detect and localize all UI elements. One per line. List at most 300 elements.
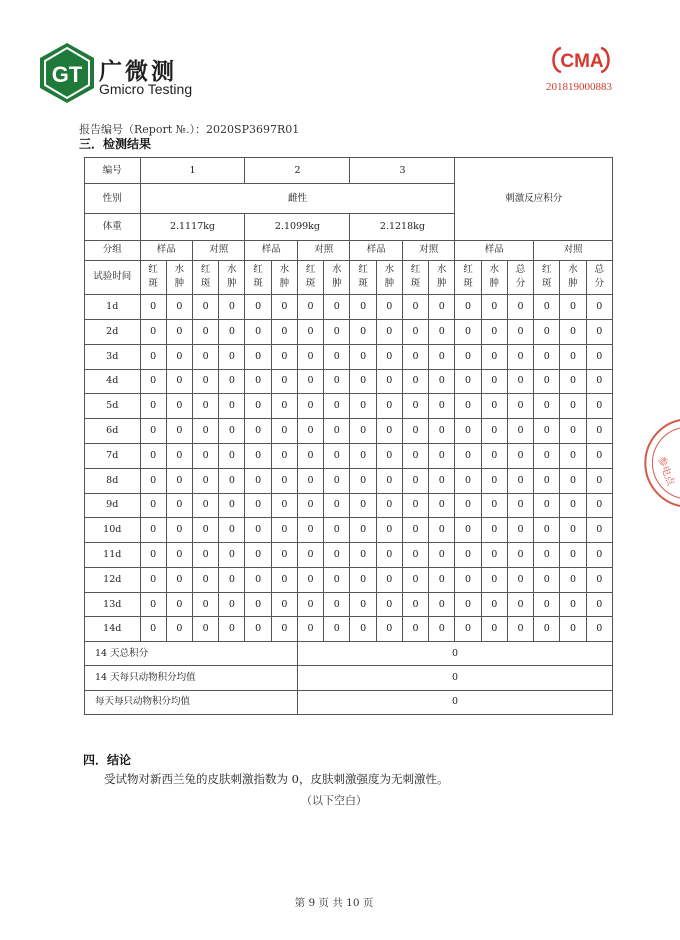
sub-header-char: 斑 — [148, 278, 158, 290]
score-cell: 0 — [481, 295, 507, 320]
score-cell: 0 — [402, 468, 428, 493]
score-cell: 0 — [507, 419, 533, 444]
sub-header-char: 水 — [174, 264, 185, 276]
score-cell: 0 — [245, 394, 271, 419]
group-control-score: 对照 — [534, 240, 613, 260]
score-cell: 0 — [245, 617, 271, 642]
score-cell: 0 — [455, 443, 481, 468]
score-cell: 0 — [534, 443, 560, 468]
score-cell: 0 — [350, 443, 376, 468]
score-cell: 0 — [140, 319, 166, 344]
animal-id-2: 2 — [245, 158, 350, 184]
score-cell: 0 — [245, 295, 271, 320]
table-row — [85, 493, 613, 518]
table-row — [85, 394, 613, 419]
score-cell: 0 — [376, 295, 402, 320]
score-cell: 0 — [271, 369, 297, 394]
sub-header-cell — [429, 260, 455, 294]
score-cell: 0 — [586, 369, 612, 394]
score-cell: 0 — [166, 518, 192, 543]
score-cell: 0 — [376, 369, 402, 394]
score-cell: 0 — [455, 468, 481, 493]
score-cell: 0 — [586, 567, 612, 592]
score-cell: 0 — [271, 617, 297, 642]
sub-header-char: 水 — [568, 264, 578, 276]
sub-header-char: 斑 — [305, 278, 316, 290]
score-cell: 0 — [271, 319, 297, 344]
score-cell: 0 — [560, 543, 586, 568]
score-cell: 0 — [560, 369, 586, 394]
score-cell: 0 — [192, 419, 218, 444]
score-cell: 0 — [166, 419, 192, 444]
score-cell: 0 — [324, 295, 350, 320]
day-label: 3d — [85, 344, 141, 369]
table-row — [85, 592, 613, 617]
sub-header-char: 斑 — [463, 278, 473, 290]
score-cell: 0 — [481, 567, 507, 592]
score-cell: 0 — [376, 394, 402, 419]
score-cell: 0 — [534, 543, 560, 568]
sub-header-cell — [140, 260, 166, 294]
sub-header-char: 肿 — [332, 278, 342, 290]
row-label-sex: 性别 — [85, 184, 141, 214]
score-cell: 0 — [376, 567, 402, 592]
score-cell: 0 — [219, 295, 245, 320]
score-cell: 0 — [455, 518, 481, 543]
score-cell: 0 — [560, 443, 586, 468]
score-cell: 0 — [507, 344, 533, 369]
score-cell: 0 — [271, 394, 297, 419]
day-label: 2d — [85, 319, 141, 344]
table-row — [85, 543, 613, 568]
score-cell: 0 — [429, 344, 455, 369]
sub-header-char: 肿 — [174, 278, 185, 290]
score-cell: 0 — [297, 518, 323, 543]
score-cell: 0 — [560, 493, 586, 518]
score-cell: 0 — [166, 319, 192, 344]
score-cell: 0 — [586, 592, 612, 617]
score-cell: 0 — [166, 443, 192, 468]
score-cell: 0 — [219, 344, 245, 369]
score-cell: 0 — [140, 493, 166, 518]
score-cell: 0 — [271, 419, 297, 444]
score-cell: 0 — [245, 468, 271, 493]
sub-header-cell — [297, 260, 323, 294]
score-cell: 0 — [481, 617, 507, 642]
score-cell: 0 — [350, 369, 376, 394]
table-row — [85, 295, 613, 320]
score-cell: 0 — [219, 443, 245, 468]
score-cell: 0 — [402, 344, 428, 369]
score-cell: 0 — [324, 543, 350, 568]
score-cell: 0 — [376, 419, 402, 444]
score-cell: 0 — [429, 468, 455, 493]
summary-label: 14 天总积分 — [85, 642, 298, 666]
table-row — [85, 344, 613, 369]
score-cell: 0 — [297, 394, 323, 419]
score-cell: 0 — [481, 369, 507, 394]
score-cell: 0 — [192, 543, 218, 568]
score-cell: 0 — [455, 394, 481, 419]
score-cell: 0 — [297, 567, 323, 592]
score-cell: 0 — [192, 518, 218, 543]
blank-note: （以下空白） — [301, 794, 367, 807]
score-cell: 0 — [350, 493, 376, 518]
section-title-conclusion: 四．结论 — [83, 753, 132, 767]
score-cell: 0 — [192, 493, 218, 518]
score-cell: 0 — [507, 443, 533, 468]
score-cell: 0 — [534, 567, 560, 592]
score-cell: 0 — [245, 344, 271, 369]
score-cell: 0 — [455, 369, 481, 394]
summary-label: 每天每只动物积分均值 — [85, 690, 298, 714]
score-cell: 0 — [324, 394, 350, 419]
score-cell: 0 — [219, 567, 245, 592]
score-cell: 0 — [192, 344, 218, 369]
score-cell: 0 — [560, 394, 586, 419]
sub-header-char: 总 — [594, 264, 605, 276]
sub-header-char: 水 — [332, 264, 342, 276]
day-label: 8d — [85, 468, 141, 493]
section-title-results: 三．检测结果 — [79, 137, 152, 151]
score-cell: 0 — [166, 394, 192, 419]
score-cell: 0 — [166, 567, 192, 592]
group-control-2: 对照 — [297, 240, 350, 260]
score-cell: 0 — [481, 443, 507, 468]
sub-header-char: 红 — [542, 264, 552, 276]
score-cell: 0 — [350, 295, 376, 320]
table-row — [85, 419, 613, 444]
sub-header-cell — [534, 260, 560, 294]
score-cell: 0 — [507, 369, 533, 394]
score-cell: 0 — [481, 344, 507, 369]
score-cell: 0 — [507, 567, 533, 592]
group-sample-3: 样品 — [350, 240, 402, 260]
score-cell: 0 — [429, 592, 455, 617]
score-cell: 0 — [166, 468, 192, 493]
summary-row — [85, 666, 613, 690]
summary-row — [85, 642, 613, 666]
sub-header-cell — [455, 260, 481, 294]
sex-value: 雌性 — [140, 184, 455, 214]
score-cell: 0 — [534, 394, 560, 419]
score-cell: 0 — [455, 617, 481, 642]
sub-header-cell — [376, 260, 402, 294]
score-cell: 0 — [245, 419, 271, 444]
score-cell: 0 — [297, 543, 323, 568]
score-cell: 0 — [429, 518, 455, 543]
sub-header-char: 红 — [358, 264, 368, 276]
score-cell: 0 — [455, 419, 481, 444]
group-sample-2: 样品 — [245, 240, 297, 260]
score-cell: 0 — [455, 592, 481, 617]
score-cell: 0 — [560, 344, 586, 369]
score-cell: 0 — [560, 592, 586, 617]
score-cell: 0 — [350, 319, 376, 344]
seal-stamp — [640, 418, 680, 508]
score-cell: 0 — [455, 567, 481, 592]
score-cell: 0 — [324, 369, 350, 394]
sub-header-char: 肿 — [384, 278, 395, 290]
score-cell: 0 — [166, 369, 192, 394]
score-cell: 0 — [586, 419, 612, 444]
sub-header-cell — [350, 260, 376, 294]
sub-header-char: 斑 — [200, 278, 211, 290]
table-row — [85, 319, 613, 344]
sub-header-char: 肿 — [279, 278, 290, 290]
report-number-value: 2020SP3697R01 — [206, 123, 300, 136]
sub-header-char: 水 — [227, 264, 237, 276]
score-cell: 0 — [534, 319, 560, 344]
score-cell: 0 — [507, 394, 533, 419]
score-cell: 0 — [560, 468, 586, 493]
score-cell: 0 — [271, 567, 297, 592]
score-cell: 0 — [534, 518, 560, 543]
score-cell: 0 — [140, 443, 166, 468]
score-cell: 0 — [166, 295, 192, 320]
score-cell: 0 — [376, 617, 402, 642]
score-cell: 0 — [455, 543, 481, 568]
score-cell: 0 — [534, 369, 560, 394]
sub-header-char: 红 — [463, 264, 473, 276]
score-cell: 0 — [429, 369, 455, 394]
score-cell: 0 — [350, 543, 376, 568]
score-cell: 0 — [140, 344, 166, 369]
score-cell: 0 — [586, 394, 612, 419]
cma-text: CMA — [560, 51, 604, 72]
score-cell: 0 — [219, 592, 245, 617]
score-cell: 0 — [324, 344, 350, 369]
score-cell: 0 — [376, 518, 402, 543]
score-cell: 0 — [192, 567, 218, 592]
sub-header-cell — [192, 260, 218, 294]
score-cell: 0 — [350, 468, 376, 493]
row-label-weight: 体重 — [85, 214, 141, 240]
sub-header-cell — [481, 260, 507, 294]
score-cell: 0 — [376, 468, 402, 493]
summary-value: 0 — [297, 690, 612, 714]
score-cell: 0 — [429, 319, 455, 344]
score-cell: 0 — [507, 493, 533, 518]
score-cell: 0 — [192, 369, 218, 394]
score-cell: 0 — [245, 443, 271, 468]
score-cell: 0 — [402, 394, 428, 419]
table-row — [85, 443, 613, 468]
score-cell: 0 — [586, 493, 612, 518]
score-cell: 0 — [192, 319, 218, 344]
score-cell: 0 — [324, 319, 350, 344]
score-cell: 0 — [219, 617, 245, 642]
score-cell: 0 — [560, 419, 586, 444]
sub-header-cell — [271, 260, 297, 294]
score-cell: 0 — [586, 295, 612, 320]
score-cell: 0 — [297, 443, 323, 468]
score-cell: 0 — [140, 592, 166, 617]
score-cell: 0 — [166, 617, 192, 642]
brand-name-en: Gmicro Testing — [99, 81, 193, 97]
sub-header-char: 斑 — [253, 278, 263, 290]
sub-header-char: 肿 — [437, 278, 447, 290]
score-cell: 0 — [402, 493, 428, 518]
row-label-time: 试验时间 — [85, 260, 141, 294]
score-cell: 0 — [534, 493, 560, 518]
summary-label: 14 天每只动物积分均值 — [85, 666, 298, 690]
sub-header-char: 红 — [410, 264, 421, 276]
score-cell: 0 — [455, 493, 481, 518]
score-cell: 0 — [219, 493, 245, 518]
table-row — [85, 369, 613, 394]
day-label: 9d — [85, 493, 141, 518]
table-row — [85, 567, 613, 592]
score-cell: 0 — [534, 344, 560, 369]
score-cell: 0 — [507, 518, 533, 543]
day-label: 14d — [85, 617, 141, 642]
day-label: 10d — [85, 518, 141, 543]
score-cell: 0 — [297, 419, 323, 444]
score-cell: 0 — [376, 443, 402, 468]
score-cell: 0 — [324, 567, 350, 592]
score-cell: 0 — [507, 295, 533, 320]
score-cell: 0 — [219, 394, 245, 419]
score-cell: 0 — [219, 543, 245, 568]
group-sample-score: 样品 — [455, 240, 534, 260]
score-cell: 0 — [192, 443, 218, 468]
summary-value: 0 — [297, 642, 612, 666]
sub-header-cell — [507, 260, 533, 294]
score-cell: 0 — [481, 592, 507, 617]
group-sample-1: 样品 — [140, 240, 192, 260]
score-cell: 0 — [297, 493, 323, 518]
score-cell: 0 — [560, 518, 586, 543]
score-cell: 0 — [376, 543, 402, 568]
score-cell: 0 — [429, 394, 455, 419]
score-cell: 0 — [297, 592, 323, 617]
score-cell: 0 — [586, 443, 612, 468]
conclusion-text: 受试物对新西兰兔的皮肤刺激指数为 0，皮肤刺激强度为无刺激性。 — [104, 772, 449, 786]
sub-header-cell — [219, 260, 245, 294]
score-cell: 0 — [271, 468, 297, 493]
weight-3: 2.1218kg — [350, 214, 455, 240]
score-cell: 0 — [560, 295, 586, 320]
score-cell: 0 — [219, 468, 245, 493]
sub-header-char: 肿 — [227, 278, 237, 290]
day-label: 1d — [85, 295, 141, 320]
score-cell: 0 — [481, 319, 507, 344]
score-cell: 0 — [376, 344, 402, 369]
sub-header-cell — [245, 260, 271, 294]
score-cell: 0 — [324, 468, 350, 493]
score-cell: 0 — [534, 419, 560, 444]
score-cell: 0 — [376, 319, 402, 344]
score-cell: 0 — [507, 617, 533, 642]
sub-header-char: 斑 — [358, 278, 368, 290]
score-cell: 0 — [350, 567, 376, 592]
company-logo — [36, 42, 98, 104]
score-cell: 0 — [219, 319, 245, 344]
score-cell: 0 — [140, 295, 166, 320]
sub-header-cell — [402, 260, 428, 294]
score-cell: 0 — [140, 617, 166, 642]
score-cell: 0 — [297, 295, 323, 320]
score-cell: 0 — [140, 468, 166, 493]
cma-logo — [551, 44, 611, 76]
brand-name-cn: 广微测 — [99, 59, 177, 85]
score-cell: 0 — [534, 617, 560, 642]
score-cell: 0 — [402, 592, 428, 617]
score-cell: 0 — [219, 518, 245, 543]
score-cell: 0 — [429, 419, 455, 444]
score-cell: 0 — [192, 592, 218, 617]
animal-id-1: 1 — [140, 158, 245, 184]
score-cell: 0 — [192, 617, 218, 642]
score-header: 刺激反应积分 — [455, 158, 613, 241]
score-cell: 0 — [481, 468, 507, 493]
certificate-number: 201819000883 — [546, 81, 612, 93]
score-cell: 0 — [402, 369, 428, 394]
score-cell: 0 — [245, 592, 271, 617]
score-cell: 0 — [271, 295, 297, 320]
score-cell: 0 — [324, 493, 350, 518]
score-cell: 0 — [429, 295, 455, 320]
score-cell: 0 — [350, 518, 376, 543]
group-control-1: 对照 — [192, 240, 245, 260]
score-cell: 0 — [481, 394, 507, 419]
score-cell: 0 — [297, 319, 323, 344]
score-cell: 0 — [455, 319, 481, 344]
score-cell: 0 — [560, 567, 586, 592]
score-cell: 0 — [507, 592, 533, 617]
day-label: 7d — [85, 443, 141, 468]
sub-header-cell — [560, 260, 586, 294]
score-cell: 0 — [297, 369, 323, 394]
score-cell: 0 — [534, 468, 560, 493]
summary-value: 0 — [297, 666, 612, 690]
score-cell: 0 — [324, 592, 350, 617]
score-cell: 0 — [376, 592, 402, 617]
sub-header-char: 分 — [594, 278, 605, 290]
results-table — [84, 157, 613, 715]
score-cell: 0 — [245, 319, 271, 344]
score-cell: 0 — [402, 567, 428, 592]
score-cell: 0 — [586, 319, 612, 344]
score-cell: 0 — [140, 394, 166, 419]
day-label: 5d — [85, 394, 141, 419]
sub-header-char: 斑 — [542, 278, 552, 290]
score-cell: 0 — [429, 567, 455, 592]
day-label: 6d — [85, 419, 141, 444]
score-cell: 0 — [402, 518, 428, 543]
score-cell: 0 — [481, 419, 507, 444]
logo-letters: GT — [51, 62, 83, 87]
score-cell: 0 — [560, 319, 586, 344]
score-cell: 0 — [455, 344, 481, 369]
score-cell: 0 — [297, 344, 323, 369]
score-cell: 0 — [192, 394, 218, 419]
sub-header-char: 肿 — [568, 278, 578, 290]
score-cell: 0 — [245, 518, 271, 543]
sub-header-char: 红 — [253, 264, 263, 276]
sub-header-char: 水 — [489, 264, 500, 276]
score-cell: 0 — [324, 419, 350, 444]
weight-1: 2.1117kg — [140, 214, 245, 240]
sub-header-char: 水 — [279, 264, 290, 276]
score-cell: 0 — [271, 443, 297, 468]
animal-id-3: 3 — [350, 158, 455, 184]
score-cell: 0 — [402, 443, 428, 468]
sub-header-cell — [586, 260, 612, 294]
sub-header-cell — [166, 260, 192, 294]
svg-text:参电点: 参电点 — [655, 455, 676, 488]
